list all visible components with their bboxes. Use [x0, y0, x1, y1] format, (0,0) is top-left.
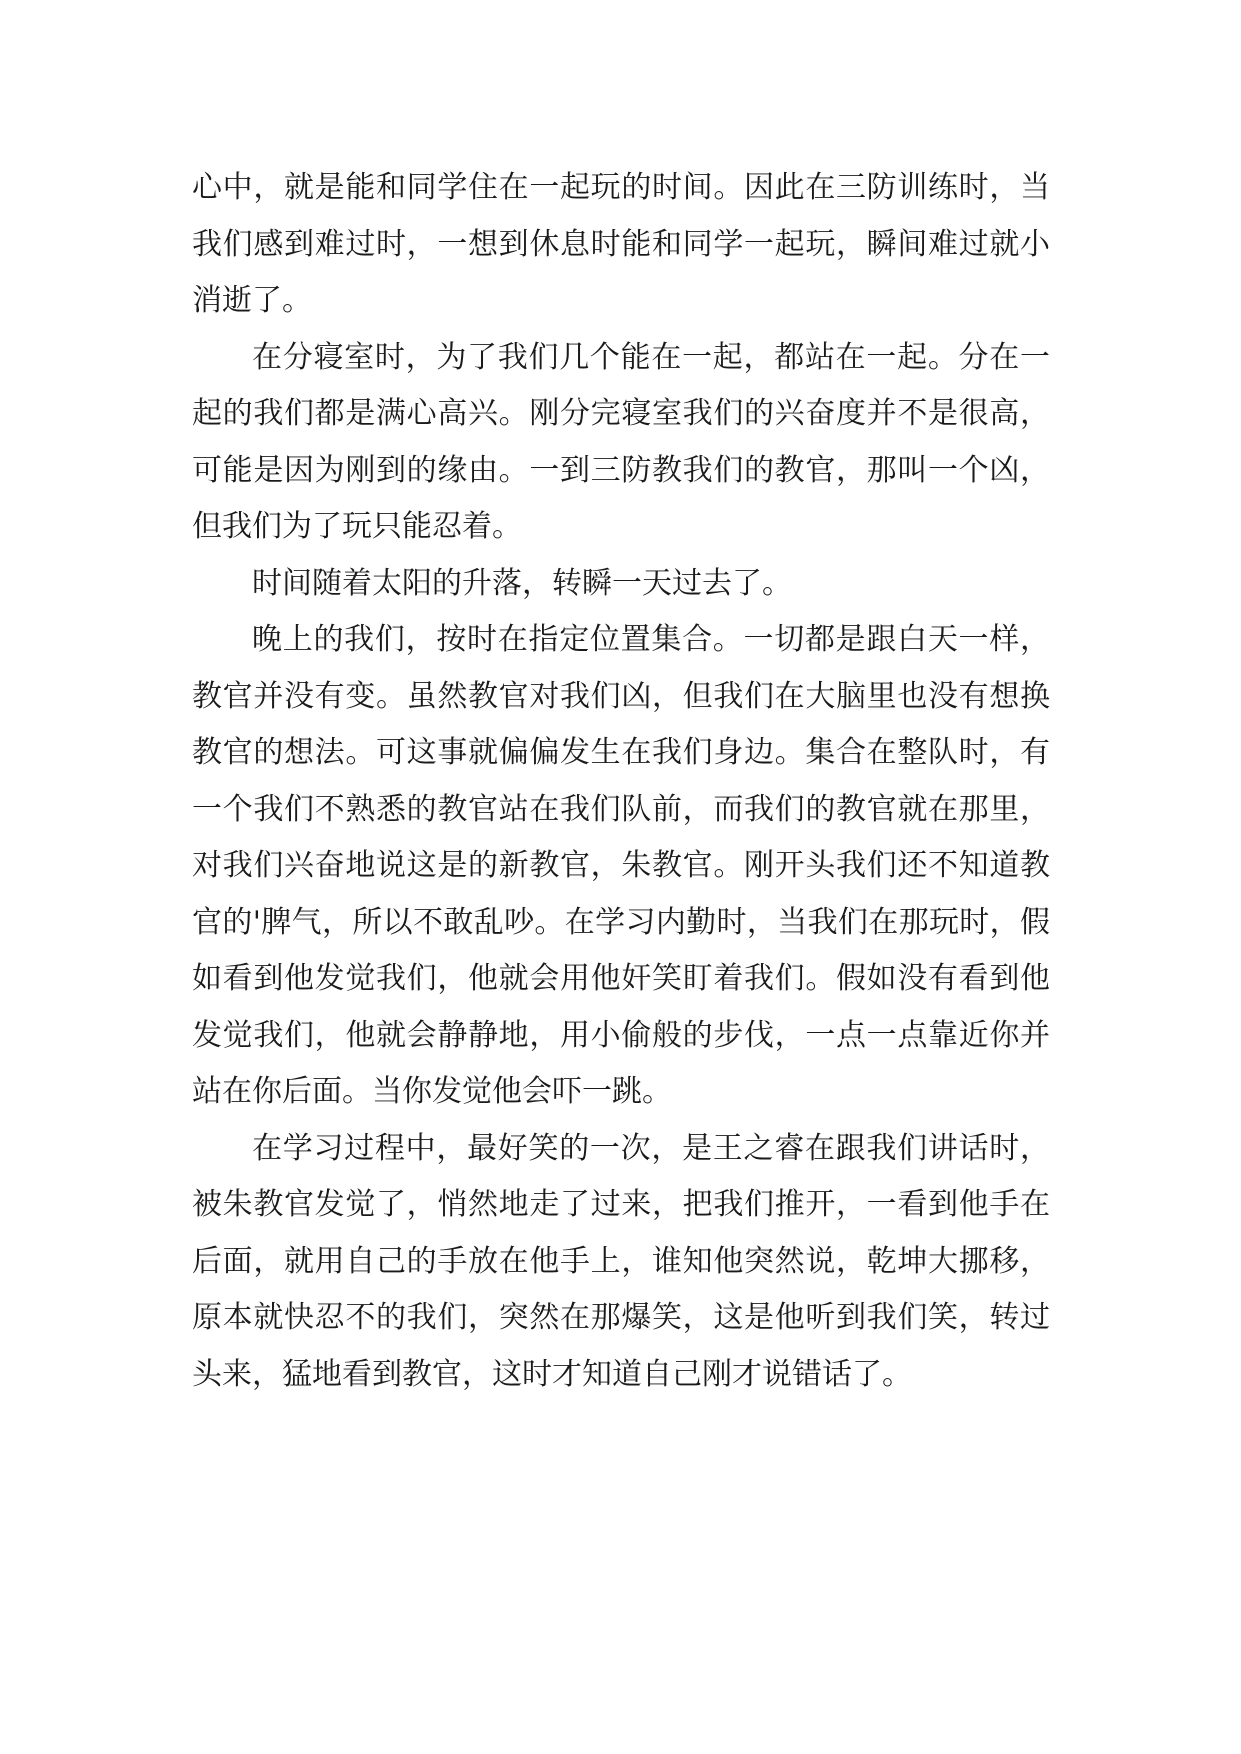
paragraph-1: 心中，就是能和同学住在一起玩的时间。因此在三防训练时，当我们感到难过时，一想到休息时能和同学一起玩，瞬间难过就小消逝了。: [192, 170, 1050, 318]
body-text: [192, 160, 1050, 1403]
paragraph-2: 在分寝室时，为了我们几个能在一起，都站在一起。分在一起的我们都是满心高兴。刚分完寝室我们的兴奋度并不是很高，可能是因为刚到的缘由。一到三防教我们的教官，那叫一个凶，但我们为了玩只能忍着。: [192, 339, 1050, 544]
paragraph-3: 时间随着太阳的升落，转瞬一天过去了。: [252, 565, 792, 601]
paragraph-5: 在学习过程中，最好笑的一次，是王之睿在跟我们讲话时，被朱教官发觉了，悄然地走了过来，把我们推开，一看到他手在后面，就用自己的手放在他手上，谁知他突然说，乾坤大挪移，原本就快忍不的我们，突然在那爆笑，这是他听到我们笑，转过头来，猛地看到教官，这时才知道自己刚才说错话了。: [192, 1130, 1050, 1392]
paragraph-4: 晚上的我们，按时在指定位置集合。一切都是跟白天一样，教官并没有变。虽然教官对我们凶，但我们在大脑里也没有想换教官的想法。可这事就偏偏发生在我们身边。集合在整队时，有一个我们不熟悉的教官站在我们队前，而我们的教官就在那里，对我们兴奋地说这是的新教官，朱教官。刚开头我们还不知道教官的'脾气，所以不敢乱吵。在学习内勤时，当我们在那玩时，假如看到他发觉我们，他就会用他奸笑盯着我们。假如没有看到他发觉我们，他就会静静地，用小偷般的步伐，一点一点靠近你并站在你后面。当你发觉他会吓一跳。: [192, 622, 1050, 1109]
